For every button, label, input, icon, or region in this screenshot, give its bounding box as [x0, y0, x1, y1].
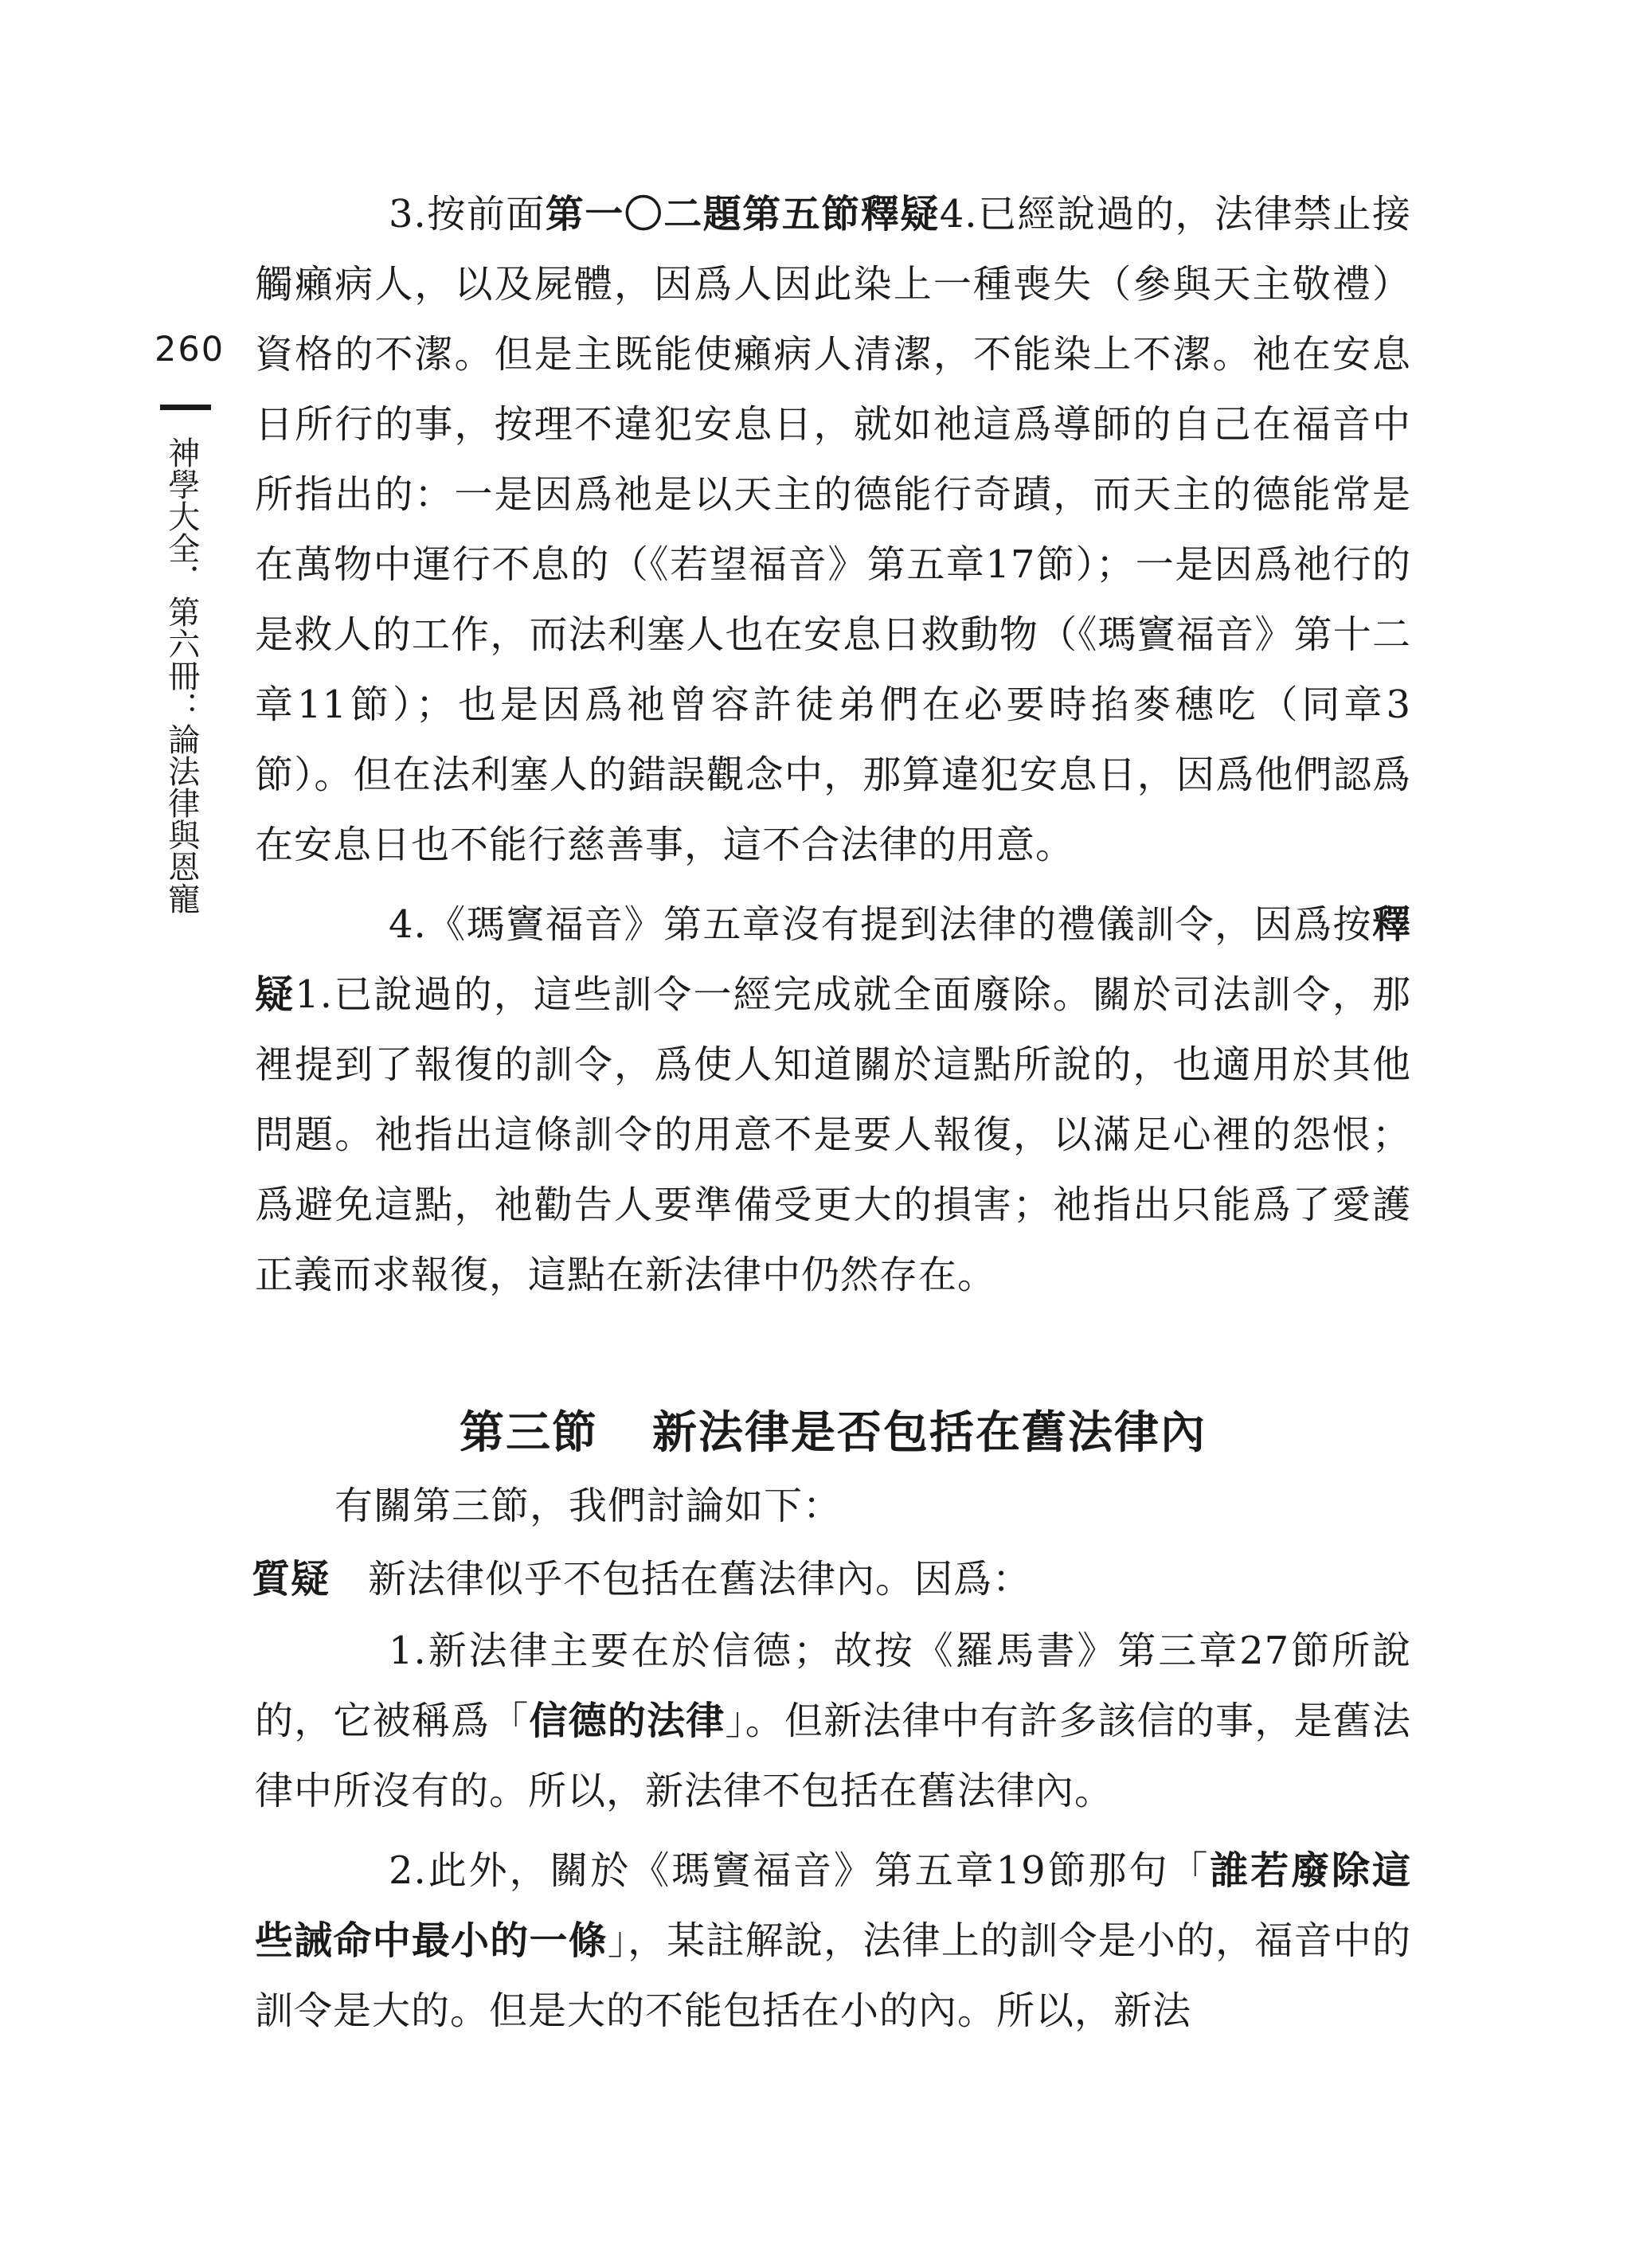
cross-reference: 第一〇二題第五節釋疑: [545, 192, 940, 237]
paragraph-number: 4.: [389, 902, 427, 947]
paragraph-text: 」。但新法律中有許多該信的事，是舊法律中所沒有的。所以，新法律不包括在舊法律內。: [255, 1699, 1411, 1813]
paragraph-text: 新法律主要在於信德；故按《羅馬書》第三章27節所說的，它被稱爲「: [255, 1629, 1411, 1743]
paragraph-number: 1.: [389, 1629, 427, 1673]
page-number: 260: [154, 330, 225, 370]
cross-reference: 釋疑: [255, 902, 1411, 1017]
paragraph-text: 4.已經說過的，法律禁止接觸癩病人，以及屍體，因爲人因此染上一種喪失（參與天主敬禮）資格的不潔。但是主既能使癩病人清潔，不能染上不潔。祂在安息日所行的事，按理不違犯安息日，就如祂這爲導師的自己在福音中所指出的：一是因爲祂是以天主的德能行奇蹟，而天主的德能常是在萬物中運行不息的（《若望福音》第五章17節）；一是因爲祂行的是救人的工作，而法利塞人也在安息日救動物（《瑪竇福音》第十二章11節）；也是因爲祂曾容許徒弟們在必要時掐麥穗吃（同章3節）。但在法利塞人的錯誤觀念中，那算違犯安息日，因爲他們認爲在安息日也不能行慈善事，這不合法律的用意。: [255, 192, 1411, 867]
objection-paragraph-2: [255, 1836, 1411, 2046]
paragraph-text: 《瑪竇福音》第五章沒有提到法律的禮儀訓令，因爲按: [426, 902, 1372, 947]
section-intro: 有關第三節，我們討論如下：: [334, 1484, 843, 1528]
section-title: 新法律是否包括在舊法律內: [652, 1406, 1207, 1459]
reply-paragraph-4: [255, 890, 1411, 1310]
objection-paragraph-1: [255, 1616, 1411, 1826]
paragraph-text: 按前面: [426, 192, 546, 237]
paragraph-number: 3.: [389, 192, 427, 237]
paragraph-text: 此外，關於《瑪竇福音》第五章19節那句「: [426, 1848, 1211, 1893]
quoted-term: 信德的法律: [529, 1699, 726, 1743]
objection-text: 新法律似乎不包括在舊法律內。因爲：: [368, 1557, 1032, 1601]
paragraph-number: 2.: [389, 1848, 427, 1893]
margin-rule-divider: [160, 405, 211, 410]
section-heading: [255, 1396, 1411, 1469]
objection-label: 質疑: [252, 1557, 331, 1601]
body-text: [252, 179, 1411, 2055]
running-title: 神學大全．第六冊：論法律與恩寵: [162, 436, 200, 914]
reply-paragraph-3: [255, 179, 1411, 880]
paragraph-text: 1.已說過的，這些訓令一經完成就全面廢除。關於司法訓令，那裡提到了報復的訓令，爲使人知道關於這點所說的，也適用於其他問題。祂指出這條訓令的用意不是要人報復，以滿足心裡的怨恨；爲避免這點，祂勸告人要準備受更大的損害；祂指出只能爲了愛護正義而求報復，這點在新法律中仍然存在。: [255, 972, 1411, 1297]
section-number: 第三節: [460, 1406, 598, 1459]
quoted-term: 誰若廢除這些誡命中最小的一條: [255, 1848, 1411, 1963]
paragraph-text: 」，某註解說，法律上的訓令是小的，福音中的訓令是大的。但是大的不能包括在小的內。所以，新法: [255, 1918, 1411, 2033]
objection-line: [252, 1543, 1411, 1616]
